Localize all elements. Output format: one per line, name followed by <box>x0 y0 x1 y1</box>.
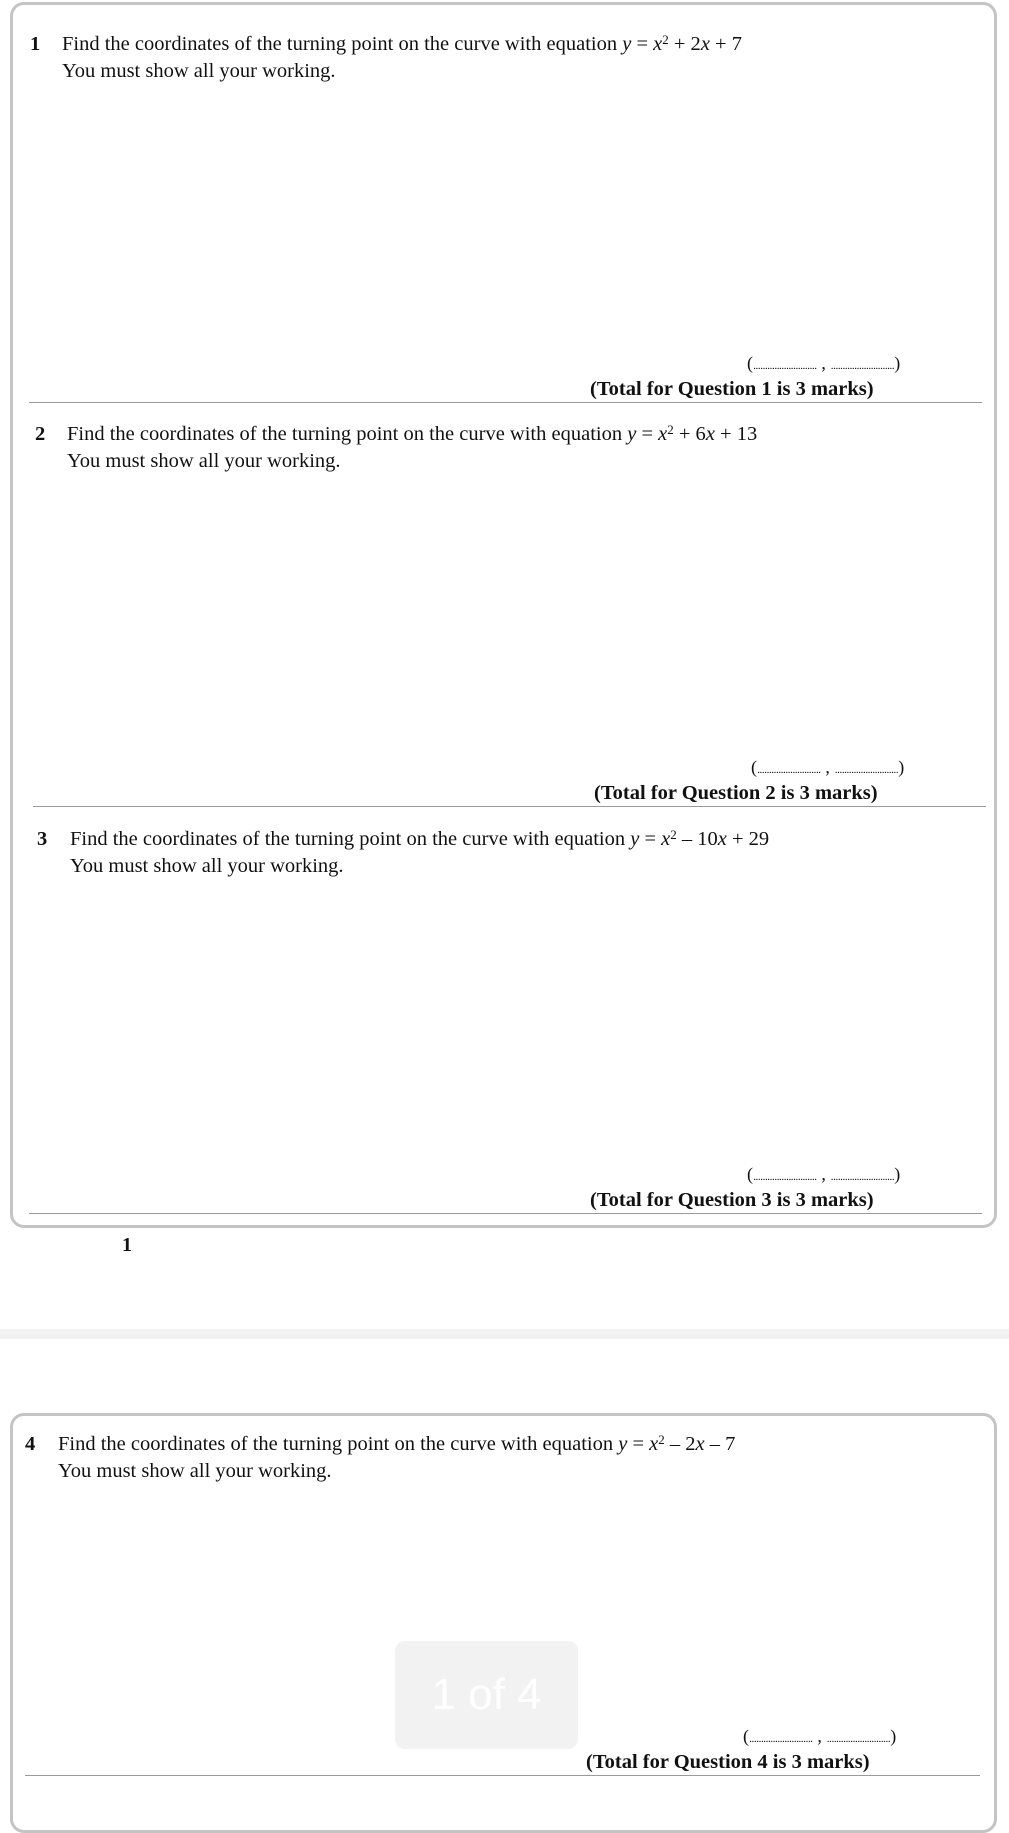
eq-const: – 7 <box>704 1433 736 1455</box>
question-total: (Total for Question 4 is 3 marks) <box>586 1751 870 1773</box>
answer-open: ( <box>743 1726 750 1746</box>
question-number: 4 <box>25 1433 36 1455</box>
answer-y-field[interactable]: ........................... <box>826 1733 891 1745</box>
answer-y-field[interactable]: ........................... <box>830 1171 895 1183</box>
equation <box>618 1433 735 1455</box>
answer-x-field[interactable]: ........................... <box>753 1171 817 1183</box>
eq-coef: + 2 <box>668 33 701 55</box>
question-instruction: You must show all your working. <box>58 1460 332 1482</box>
worksheet-page-2 <box>10 1413 997 1833</box>
eq-coef: – 10 <box>676 828 718 850</box>
eq-var: x <box>658 423 668 445</box>
answer-sep: , <box>812 1726 827 1746</box>
answer-sep: , <box>816 353 831 373</box>
eq-const: + 13 <box>714 423 758 445</box>
question-instruction: You must show all your working. <box>62 60 336 82</box>
eq-equals: = <box>631 33 654 55</box>
eq-equals: = <box>627 1433 650 1455</box>
answer-space[interactable] <box>743 1726 896 1747</box>
prompt-text: Find the coordinates of the turning point on the curve with equation <box>67 423 623 445</box>
answer-space[interactable] <box>751 757 904 778</box>
question-prompt <box>70 827 769 851</box>
eq-lhs: y <box>618 1433 628 1455</box>
question-total: (Total for Question 2 is 3 marks) <box>594 782 878 804</box>
divider <box>25 1775 980 1776</box>
answer-sep: , <box>820 757 835 777</box>
eq-var: x <box>653 33 663 55</box>
answer-close: ) <box>890 1726 897 1746</box>
answer-x-field[interactable]: ........................... <box>757 764 821 776</box>
answer-x-field[interactable]: ........................... <box>753 360 817 372</box>
equation <box>630 828 769 850</box>
answer-open: ( <box>751 757 758 777</box>
question-prompt <box>58 1432 735 1456</box>
page-indicator-overlay: 1 of 4 <box>395 1641 578 1749</box>
eq-power: 2 <box>667 422 674 437</box>
page-gap <box>0 1329 1009 1339</box>
eq-var2: x <box>700 33 710 55</box>
eq-coef: + 6 <box>673 423 706 445</box>
question-number: 2 <box>35 423 46 445</box>
eq-coef: – 2 <box>664 1433 696 1455</box>
answer-open: ( <box>747 1164 754 1184</box>
answer-open: ( <box>747 353 754 373</box>
eq-lhs: y <box>630 828 640 850</box>
answer-close: ) <box>894 1164 901 1184</box>
answer-y-field[interactable]: ........................... <box>830 360 895 372</box>
eq-lhs: y <box>627 423 637 445</box>
divider <box>29 402 982 403</box>
eq-var2: x <box>695 1433 705 1455</box>
divider <box>29 1213 982 1214</box>
question-total: (Total for Question 3 is 3 marks) <box>590 1189 874 1211</box>
question-instruction: You must show all your working. <box>67 450 341 472</box>
eq-var2: x <box>717 828 727 850</box>
answer-x-field[interactable]: ........................... <box>749 1733 813 1745</box>
divider <box>33 806 986 807</box>
question-instruction: You must show all your working. <box>70 855 344 877</box>
question-number: 3 <box>37 828 48 850</box>
eq-var2: x <box>705 423 715 445</box>
eq-lhs: y <box>622 33 632 55</box>
eq-power: 2 <box>670 827 677 842</box>
eq-equals: = <box>639 828 662 850</box>
answer-close: ) <box>898 757 905 777</box>
prompt-text: Find the coordinates of the turning point on the curve with equation <box>62 33 618 55</box>
answer-close: ) <box>894 353 901 373</box>
question-prompt <box>62 32 742 56</box>
eq-const: + 7 <box>709 33 742 55</box>
answer-sep: , <box>816 1164 831 1184</box>
page-number: 1 <box>122 1234 132 1256</box>
answer-space[interactable] <box>747 353 900 374</box>
eq-power: 2 <box>662 32 669 47</box>
question-total: (Total for Question 1 is 3 marks) <box>590 378 874 400</box>
prompt-text: Find the coordinates of the turning point on the curve with equation <box>58 1433 614 1455</box>
equation <box>622 33 742 55</box>
question-number: 1 <box>30 33 41 55</box>
eq-var: x <box>649 1433 659 1455</box>
eq-equals: = <box>636 423 659 445</box>
worksheet-page-1 <box>10 2 997 1228</box>
eq-const: + 29 <box>726 828 770 850</box>
answer-space[interactable] <box>747 1164 900 1185</box>
eq-var: x <box>661 828 671 850</box>
equation <box>627 423 757 445</box>
eq-power: 2 <box>658 1432 665 1447</box>
prompt-text: Find the coordinates of the turning point on the curve with equation <box>70 828 626 850</box>
answer-y-field[interactable]: ........................... <box>834 764 899 776</box>
question-prompt <box>67 422 757 446</box>
